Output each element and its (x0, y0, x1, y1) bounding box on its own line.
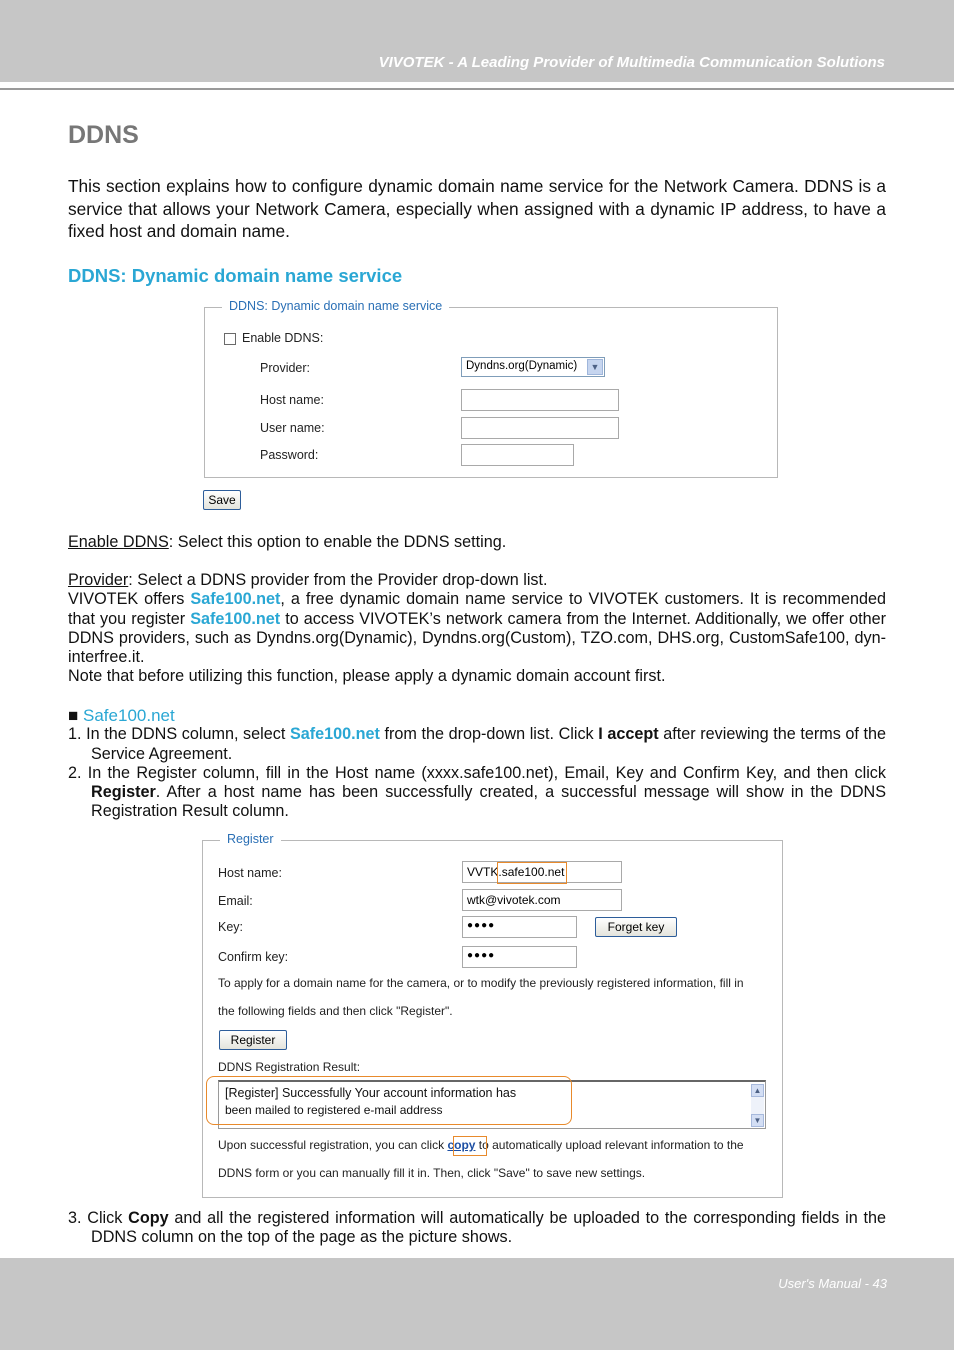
provider-note: Note that before utilizing this function, please apply a dynamic domain account first. (68, 667, 666, 686)
forget-key-button[interactable]: Forget key (595, 917, 677, 937)
copy-highlight (453, 1136, 487, 1156)
register-form-legend: Register (220, 832, 281, 846)
register-email-input[interactable]: wtk@vivotek.com (462, 889, 622, 911)
copy-link[interactable]: copy (447, 1138, 476, 1152)
register-note-line2: the following fields and then click "Register". (218, 1004, 453, 1018)
safe100-highlight-2: Safe100.net (190, 609, 281, 628)
step2-text-a: 2. In the Register column, fill in the Host name (xxxx.safe100.net), Email, Key and Confirm Key, and then click (68, 763, 886, 782)
provider-description (68, 571, 886, 687)
ddns-form-legend: DDNS: Dynamic domain name service (222, 299, 449, 313)
provider-line-text: : Select a DDNS provider from the Provider drop-down list. (128, 571, 548, 589)
step2-bold: Register (91, 783, 156, 802)
result-highlight (206, 1076, 572, 1125)
enable-ddns-label: Enable DDNS: (242, 331, 324, 345)
register-email-label: Email: (218, 894, 253, 908)
step-2 (68, 764, 886, 822)
copy-note-text-b: to automatically upload relevant information to the (475, 1138, 744, 1152)
scroll-down-icon[interactable]: ▼ (751, 1114, 764, 1127)
step-3 (68, 1209, 886, 1248)
step3-text-a: 3. Click (68, 1209, 129, 1227)
register-confirm-input[interactable]: ●●●● (462, 946, 577, 968)
enable-ddns-checkbox[interactable] (224, 333, 236, 345)
offers-text-b: , a free dynamic domain name service to VIVOTEK customers. It is recommended that you register (68, 590, 886, 628)
password-input[interactable] (461, 444, 574, 466)
provider-line (68, 571, 886, 590)
footer-band (0, 1258, 954, 1350)
register-button[interactable]: Register (219, 1030, 287, 1050)
section-heading: DDNS: Dynamic domain name service (68, 265, 403, 286)
bullet-icon: ■ (68, 706, 79, 725)
password-label: Password: (260, 448, 319, 462)
safe100-heading-row (68, 706, 886, 725)
register-host-prefix: VVTK. (467, 865, 502, 879)
scrollbar-track[interactable] (751, 1097, 764, 1114)
step1-bold: I accept (598, 725, 659, 744)
intro-paragraph: This section explains how to configure dynamic domain name service for the Network Camera. DDNS is a service that allows your Network Camera, especially when assigned with a dynamic IP address, to have a fixed host and domain name. (68, 176, 886, 242)
offers-text-a: VIVOTEK offers (68, 590, 191, 609)
enable-ddns-description (68, 533, 886, 552)
safe100-heading: Safe100.net (83, 706, 175, 725)
host-suffix-highlight (497, 862, 567, 884)
copy-note-text-a: Upon successful registration, you can click (218, 1138, 448, 1152)
provider-offers-paragraph (68, 590, 886, 667)
result-label: DDNS Registration Result: (218, 1060, 361, 1074)
step1-text-a: 1. In the DDNS column, select (68, 725, 290, 744)
user-name-input[interactable] (461, 417, 619, 439)
result-line-2: been mailed to registered e-mail address (225, 1103, 443, 1117)
step2-text-c: . After a host name has been successfully created, a successful message will show in the DDNS Registration Result column. (91, 783, 886, 821)
footer-page-label: User's Manual - 43 (778, 1276, 887, 1291)
step3-bold: Copy (128, 1209, 169, 1227)
copy-note-line2: DDNS form or you can manually fill it in. Then, click "Save" to save new settings. (218, 1166, 646, 1180)
safe100-steps (68, 706, 886, 822)
header-tagline: VIVOTEK - A Leading Provider of Multimedia Communication Solutions (378, 54, 885, 71)
offers-text-c: to access VIVOTEK’s network camera from the Internet. Additionally, we offer other DDNS providers, such as Dyndns.org(Dynamic), Dyndns.org(Custom), TZO.com, DHS.org, CustomSafe100, dyn-interfree.it. (68, 609, 886, 667)
register-host-suffix: safe100.net (501, 865, 565, 879)
provider-select-value: Dyndns.org(Dynamic) (466, 360, 578, 372)
scroll-up-icon[interactable]: ▲ (751, 1084, 764, 1097)
register-key-label: Key: (218, 920, 244, 934)
register-key-input[interactable]: ●●●● (462, 916, 577, 938)
step1-highlight: Safe100.net (289, 725, 380, 744)
enable-ddns-text: : Select this option to enable the DDNS setting. (168, 533, 507, 551)
save-button[interactable]: Save (203, 490, 241, 510)
step1-text-e: after reviewing the terms of the Service Agreement. (91, 725, 887, 763)
provider-term: Provider (68, 571, 129, 589)
register-note-line1: To apply for a domain name for the camera, or to modify the previously registered information, fill in (218, 976, 744, 990)
user-name-label: User name: (260, 421, 325, 435)
provider-label: Provider: (260, 361, 311, 375)
host-name-label: Host name: (260, 393, 324, 407)
page-title: DDNS (68, 121, 139, 149)
step-1 (68, 725, 886, 764)
enable-ddns-term: Enable DDNS (68, 533, 169, 551)
step3-text-c: and all the registered information will automatically be uploaded to the corresponding fields in the DDNS column on the top of the page as the picture shows. (91, 1209, 886, 1247)
host-name-input[interactable] (461, 389, 619, 411)
header-divider (0, 88, 954, 90)
safe100-highlight-1: Safe100.net (190, 590, 281, 609)
register-confirm-label: Confirm key: (218, 950, 289, 964)
step1-text-c: from the drop-down list. Click (379, 725, 599, 744)
chevron-down-icon: ▼ (587, 359, 603, 375)
provider-select[interactable] (461, 357, 605, 377)
result-line-1: [Register] Successfully Your account information has (225, 1086, 517, 1100)
register-host-label: Host name: (218, 866, 282, 880)
